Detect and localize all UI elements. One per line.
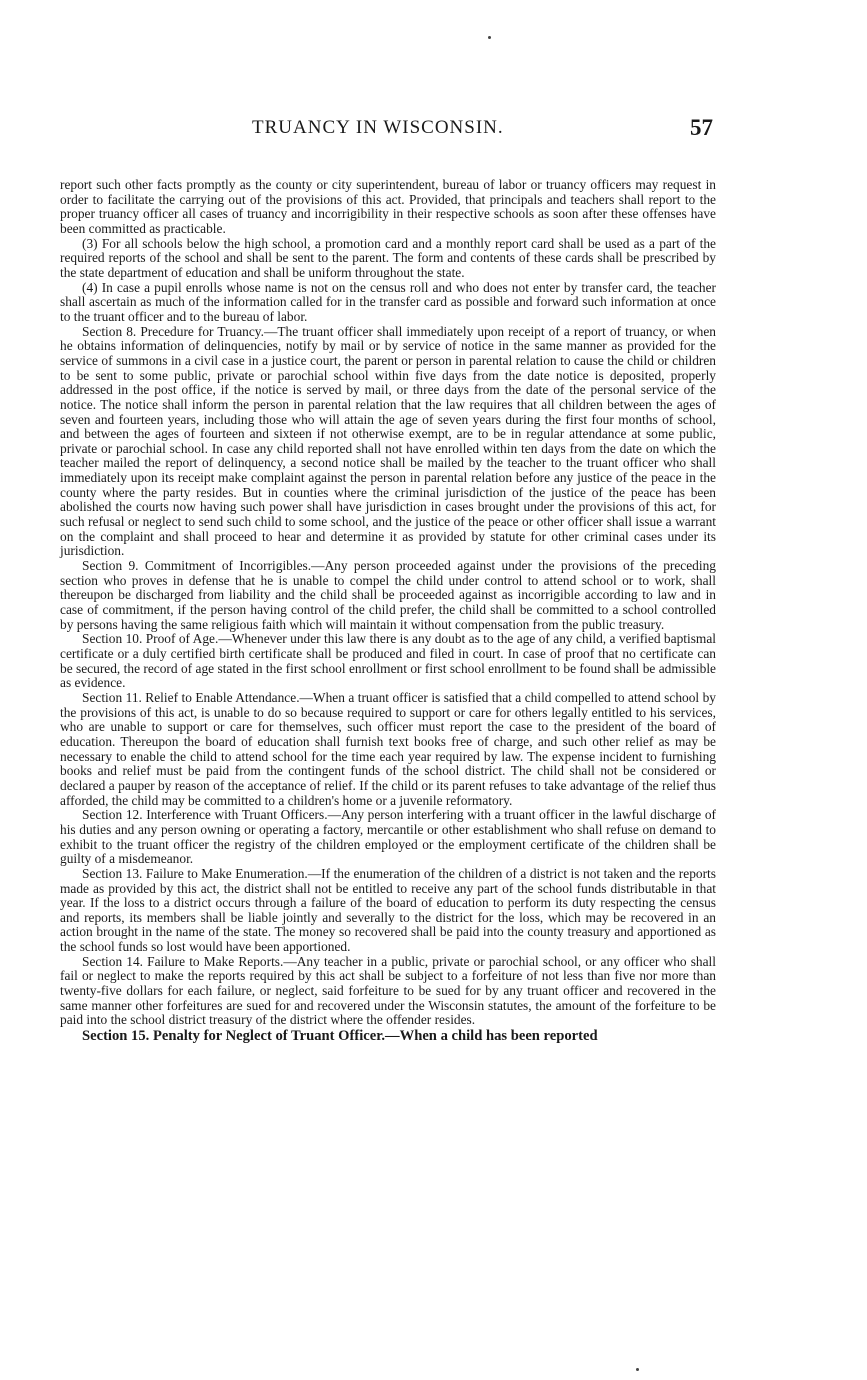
running-title: TRUANCY IN WISCONSIN. — [252, 117, 504, 138]
paragraph-section-12: Section 12. Interference with Truant Officers.—Any person interfering with a truant officer in the lawful discharge of his duties and any person owning or operating a factory, mercantile or other establishment who shall refuse on demand to exhibit to the truant officer the registry of the children employed or the employment certificate of the children shall be guilty of a misdemeanor. — [60, 807, 716, 867]
paragraph-section-10: Section 10. Proof of Age.—Whenever under this law there is any doubt as to the age of any child, a verified baptismal certificate or a duly certified birth certificate shall be produced and filed in court. In case of proof that no certificate can be secured, the record of age stated in the first school enrollment or first school enrollment to be found shall be admissible as evidence. — [60, 631, 716, 691]
paragraph-section-13: Section 13. Failure to Make Enumeration.—If the enumeration of the children of a district is not taken and the reports made as provided by this act, the district shall not be entitled to receive any part of the school funds distributable in that year. If the loss to a district occurs through a failure of the board of education to perform its duty respecting the census and reports, its members shall be liable jointly and severally to the district for the loss, which may be recovered in an action brought in the name of the state. The money so recovered shall be paid into the county treasury and apportioned as the school funds so lost would have been apportioned. — [60, 865, 716, 955]
paragraph-section-9: Section 9. Commitment of Incorrigibles.—Any person proceeded against under the provisions of the preceding section who proves in defense that he is unable to compel the child under control to attend school or to work, shall thereupon be discharged from liability and the child shall be proceeded against as incorrigible according to law and in case of commitment, if the person having control of the child prefer, the child shall be committed to a school controlled by persons having the same religious faith which will maintain it without compensation from the public treasury. — [60, 558, 716, 632]
paragraph-item-3: (3) For all schools below the high school, a promotion card and a monthly report card shall be used as a part of the required reports of the school and shall be sent to the parent. The form and contents of these cards shall be prescribed by the state department of education and shall be uniform throughout the state. — [60, 235, 716, 280]
paragraph-section-11: Section 11. Relief to Enable Attendance.—When a truant officer is satisfied that a child compelled to attend school by the provisions of this act, is unable to do so because required to support or care for others legally entitled to his services, who are unable to support or care for themselves, such officer must report the case to the president of the board of education. Thereupon the board of education shall furnish text books free of charge, and such other relief as may be necessary to enable the child to attend school for the time each year required by law. The expense incident to furnishing books and relief must be paid from the contingent funds of the school district. The child shall not be considered or declared a pauper by reason of the acceptance of relief. If the child or its parent refuses to take advantage of the relief thus afforded, the child may be committed to a children's home or a juvenile reformatory. — [60, 689, 716, 808]
paragraph-section-14: Section 14. Failure to Make Reports.—Any teacher in a public, private or parochial school, or any officer who shall fail or neglect to make the reports required by this act shall be subject to a forfeiture of not less than five nor more than twenty-five dollars for each failure, or neglect, said forfeiture to be sued for by any truant officer and recovered in the same manner other forfeitures are sued for and recovered under the Wisconsin statutes, the amount of the forfeiture to be paid into the school district treasury of the district where the offender resides. — [60, 953, 716, 1028]
page-number: 57 — [690, 115, 713, 140]
paragraph-section-8: Section 8. Precedure for Truancy.—The truant officer shall immediately upon receipt of a report of truancy, or when he obtains information of delinquencies, notify by mail or by service of notice in the same manner as provided for the service of summons in a civil case in a justice court, the parent or person in parental relation to cause the child or children to be sent to some public, private or parochial school within five days from the date notice is deposited, properly addressed in the post office, if the notice is served by mail, or three days from the date of the personal service of the notice. The notice shall inform the person in parental relation that the law requires that all children between the ages of seven and fourteen years, including those who will attain the age of seven years during the first four months of school, and between the ages of fourteen and sixteen if not otherwise exempt, are to be in regular attendance at some public, private or parochial school. In case any child reported shall not have enrolled within ten days from the date on which the teacher mailed the report of delinquency, a second notice shall be mailed by the teacher to the truant officer who shall immediately upon its receipt make complaint against the person in parental relation before any justice of the peace in the county where the party resides. But in counties where the criminal jurisdiction of the justice of the peace has been abolished the courts now having such power shall have jurisdiction in cases brought under the provisions of this act, for such refusal or neglect to send such child to some school, and the justice of the peace or other officer shall issue a warrant on the complaint and shall proceed to hear and determine it as provided by statute for other criminal cases under its jurisdiction. — [60, 323, 716, 559]
speck-mark — [636, 1368, 639, 1371]
speck-mark — [488, 36, 491, 39]
page-header — [60, 117, 719, 147]
body-text — [60, 178, 716, 1044]
paragraph-continuation: report such other facts promptly as the county or city superintendent, bureau of labor or truancy officers may request in order to facilitate the carrying out of the provisions of this act. Provided, that principals and teachers shall report to the proper truancy officer all cases of truancy and incorrigibility in their respective schools as soon after these offenses have been committed as practicable. — [60, 177, 716, 236]
paragraph-item-4: (4) In case a pupil enrolls whose name is not on the census roll and who does not enter by transfer card, the teacher shall ascertain as much of the information called for in the transfer card as possible and forward such information at once to the truant officer and to the bureau of labor. — [60, 279, 716, 324]
paragraph-section-15: Section 15. Penalty for Neglect of Truant Officer.—When a child has been reported — [82, 1028, 598, 1045]
